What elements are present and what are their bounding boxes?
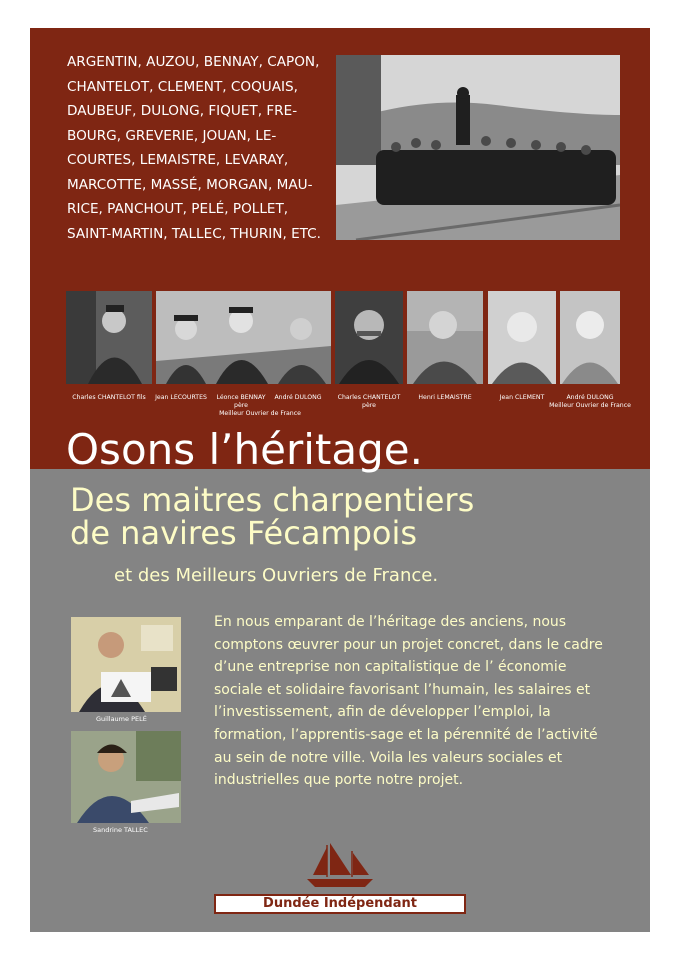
subheadline-line-3: et des Meilleurs Ouvriers de France. (114, 565, 439, 586)
portrait-charles-chantelot-pere (335, 291, 403, 384)
caption-mof-2: Meilleur Ouvrier de France (549, 402, 631, 409)
caption-pele: Guillaume PELÉ (96, 715, 147, 723)
caption-clement: Jean CLEMENT (499, 394, 545, 401)
subheadline (70, 481, 475, 552)
body-text: En nous emparant de l’héritage des anciens, nous comptons œuvrer pour un projet concret, dans le cadre d’une entreprise non capitalistique de l’ économie sociale et solidaire favorisant l’humain, les salaires et l’investissement, afin de développer l’emploi, la formation, l’apprentis-sage et la pérennité de l’activité au sein de notre ville. Voila les valeurs sociales et industrielles que porte notre projet. (214, 614, 603, 789)
caption-lemaistre: Henri LEMAISTRE (418, 394, 472, 401)
caption-mof-1: Meilleur Ouvrier de France (219, 410, 301, 417)
photo-sandrine-tallec (71, 731, 181, 823)
portrait-andre-dulong (560, 291, 620, 384)
portrait-henri-lemaistre (407, 291, 483, 384)
caption-chantelot-pere (335, 394, 403, 410)
caption-bennay (211, 394, 271, 410)
caption-chantelot-fils: Charles CHANTELOT fils (72, 394, 146, 401)
headline: Osons l’héritage. (66, 425, 423, 474)
sailboat-icon (305, 841, 375, 891)
portrait-group-lecourtes-bennay-dulong (156, 291, 331, 384)
caption-dulong-1: André DULONG (274, 394, 322, 401)
portrait-jean-clement (488, 291, 556, 384)
photo-guillaume-pele (71, 617, 181, 712)
subheadline-line-2: de navires Fécampois (70, 514, 418, 552)
caption-bennay-name: Léonce BENNAY (216, 394, 266, 401)
caption-chantelot-pere-pere: père (362, 402, 376, 410)
top-band (30, 28, 650, 469)
logo-text: Dundée Indépendant (214, 894, 466, 914)
subheadline-line-1: Des maitres charpentiers (70, 481, 475, 519)
caption-lecourtes: Jean LECOURTES (155, 394, 207, 401)
caption-tallec: Sandrine TALLEC (93, 826, 148, 834)
caption-dulong-2: André DULONG (566, 394, 614, 401)
poster (30, 28, 650, 932)
caption-chantelot-pere-name: Charles CHANTELOT (337, 394, 401, 401)
names-list: ARGENTIN, AUZOU, BENNAY, CAPON, CHANTELOT, CLEMENT, COQUAIS, DAUBEUF, DULONG, FIQUET, FRE-BOURG, GREVERIE, JOUAN, LE-COURTES, LEMAISTRE, LEVARAY, MARCOTTE, MASSÉ, MORGAN, MAU-RICE, PANCHOUT, PELÉ, POLLET, SAINT-MARTIN, TALLEC, THURIN, ETC. (67, 54, 321, 242)
portrait-charles-chantelot-fils (66, 291, 152, 384)
caption-bennay-pere: père (234, 402, 248, 410)
group-photo (336, 55, 620, 240)
